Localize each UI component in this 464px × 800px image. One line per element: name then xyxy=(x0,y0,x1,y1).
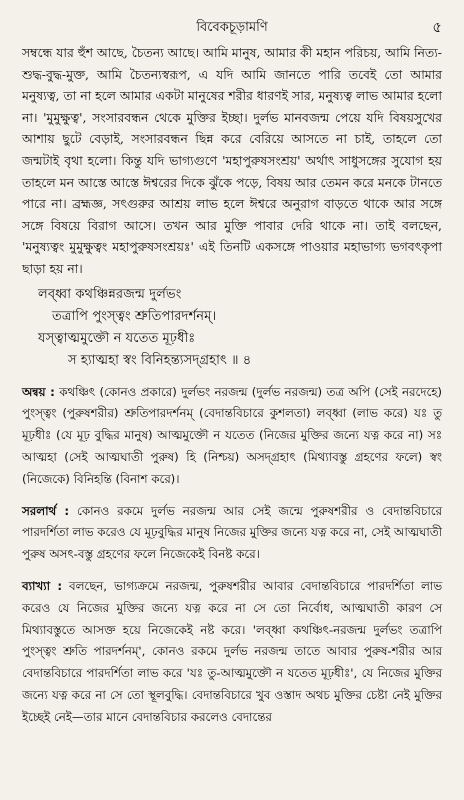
page-header xyxy=(22,14,442,38)
saralartha-paragraph xyxy=(22,501,442,566)
intro-paragraph: সম্বন্ধে যার হুঁশ আছে, চৈতন্য আছে। আমি মানুষ, আমার কী মহান পরিচয়, আমি নিত্য-শুদ্ধ-বুদ্ধ-মুক্ত, আমি চৈতন্যস্বরূপ, এ যদি আমি জানতে পারি তবেই তো আমার মনুষ্যত্ব, তা না হলে আমার একটা মানুষের শরীর ধারণই সার, মনুষ্যত্ব লাভ আমার হলো না। 'মুমুক্ষুত্ব', সংসারবন্ধন থেকে মুক্তির ইচ্ছা। দুর্লভ মানবজন্ম পেয়ে যদি বিষয়সুখের আশায় ছুটে বেড়াই, সংসারবন্ধন ছিন্ন করে বেরিয়ে আসতে না চাই, তাহলে তো জন্মটাই বৃথা হলো। কিন্তু যদি ভাগ্যগুণে 'মহাপুরুষসংশ্রয়' অর্থাৎ সাধুসঙ্গের সুযোগ হয় তাহলে মন আস্তে আস্তে ঈশ্বরের দিকে ঝুঁকে পড়ে, বিষয় আর তেমন করে মনকে টানতে পারে না। ব্রহ্মজ্ঞ, সৎগুরুর আশ্রয় লাভ হলে ঈশ্বরে অনুরাগ বাড়তে থাকে আর সঙ্গে সঙ্গে বিষয়ে বিরাগ আসে। তখন আর মুক্তি পাবার দেরি থাকে না। তাই বলছেন, 'মনুষ্যত্বং মুমুক্ষুত্বং মহাপুরুষসংশ্রয়ঃ' এই তিনটি একসঙ্গে পাওয়ার মহাভাগ্য ভগবৎকৃপা ছাড়া হয় না। xyxy=(22,45,442,276)
verse-line: লব্ধ্বা কথঞ্চিন্নরজন্ম দুর্লভং xyxy=(38,286,182,302)
sanskrit-verse xyxy=(38,284,442,372)
anvaya-label: অন্বয় : xyxy=(22,384,55,399)
saralartha-text: কোনও রকমে দুর্লভ নরজন্ম আর সেই জন্মে পুরুষশরীর ও বেদান্তবিচারে পারদর্শিতা লাভ করেও যে মূঢ়বুদ্ধির মানুষ নিজের মুক্তির জন্যে যত্ন করে না, সেই আত্মঘাতী পুরুষ অসৎ-বস্তু গ্রহণের ফলে নিজেকেই বিনষ্ট করে। xyxy=(22,503,442,562)
page-number: ৫ xyxy=(432,18,442,36)
running-title: বিবেকচূড়ামণি xyxy=(196,20,268,35)
vyakhya-text: বলছেন, ভাগ্যক্রমে নরজন্ম, পুরুষশরীর আবার বেদান্তবিচারে পারদর্শিতা লাভ করেও যে নিজের মুক্তির জন্যে যত্ন করে না সে তো নির্বোধ, আত্মঘাতী কারণ সে মিথ্যাবস্তুতে আসক্ত হয়ে নিজেকেই নষ্ট করে। 'লব্ধ্বা কথঞ্চিৎ-নরজন্ম দুর্লভং তত্রাপি পুংস্ত্বং শ্রুতি পারদর্শনম্', কোনও রকমে দুর্লভ নরজন্ম তাতে আবার পুরুষ-শরীর আর বেদান্তবিচারে পারদর্শিতা লাভ করে 'যঃ তু-আত্মমুক্তৌ ন যতেত মূঢ়ধীঃ', যে নিজের মুক্তির জন্যে যত্ন করে না সে তো স্থূলবুদ্ধি। বেদান্তবিচারে খুব ওস্তাদ অথচ মুক্তির চেষ্টা নেই মুক্তির ইচ্ছেই নেই—তার মানে বেদান্তবিচার করলেও বেদান্তের xyxy=(22,578,442,724)
verse-line: তত্রাপি পুংস্ত্বং শ্রুতিপারদর্শনম্। xyxy=(52,308,217,324)
vyakhya-paragraph xyxy=(22,576,442,729)
anvaya-text: কথঞ্চিৎ (কোনও প্রকারে) দুর্লভং নরজন্ম (দুর্লভ নরজন্ম) তত্র অপি (সেই নরদেহে) পুংস্ত্বং (পুরুষশরীর) শ্রুতিপারদর্শনম্ (বেদান্তবিচারে কুশলতা) লব্ধ্বা (লাভ করে) যঃ তু মূঢ়ধীঃ (যে মূঢ় বুদ্ধির মানুষ) আত্মমুক্তৌ ন যতেত (নিজের মুক্তির জন্যে যত্ন করে না) সঃ আত্মহা (সেই আত্মঘাতী পুরুষ) হি (নিশ্চয়) অসদ্গ্রহাৎ (মিথ্যাবস্তু গ্রহণের ফলে) স্বং (নিজেকে) বিনিহন্তি (বিনাশ করে)। xyxy=(22,384,442,486)
saralartha-label: সরলার্থ : xyxy=(22,503,70,518)
anvaya-paragraph xyxy=(22,382,442,491)
verse-line: যস্ত্বাত্মমুক্তৌ ন যতেত মূঢ়ধীঃ xyxy=(38,330,196,346)
verse-line: স হ্যাত্মহা স্বং বিনিহন্ত্যসদ্গ্রহাৎ ॥ ৪ xyxy=(68,352,252,368)
vyakhya-label: ব্যাখ্যা : xyxy=(22,578,63,593)
